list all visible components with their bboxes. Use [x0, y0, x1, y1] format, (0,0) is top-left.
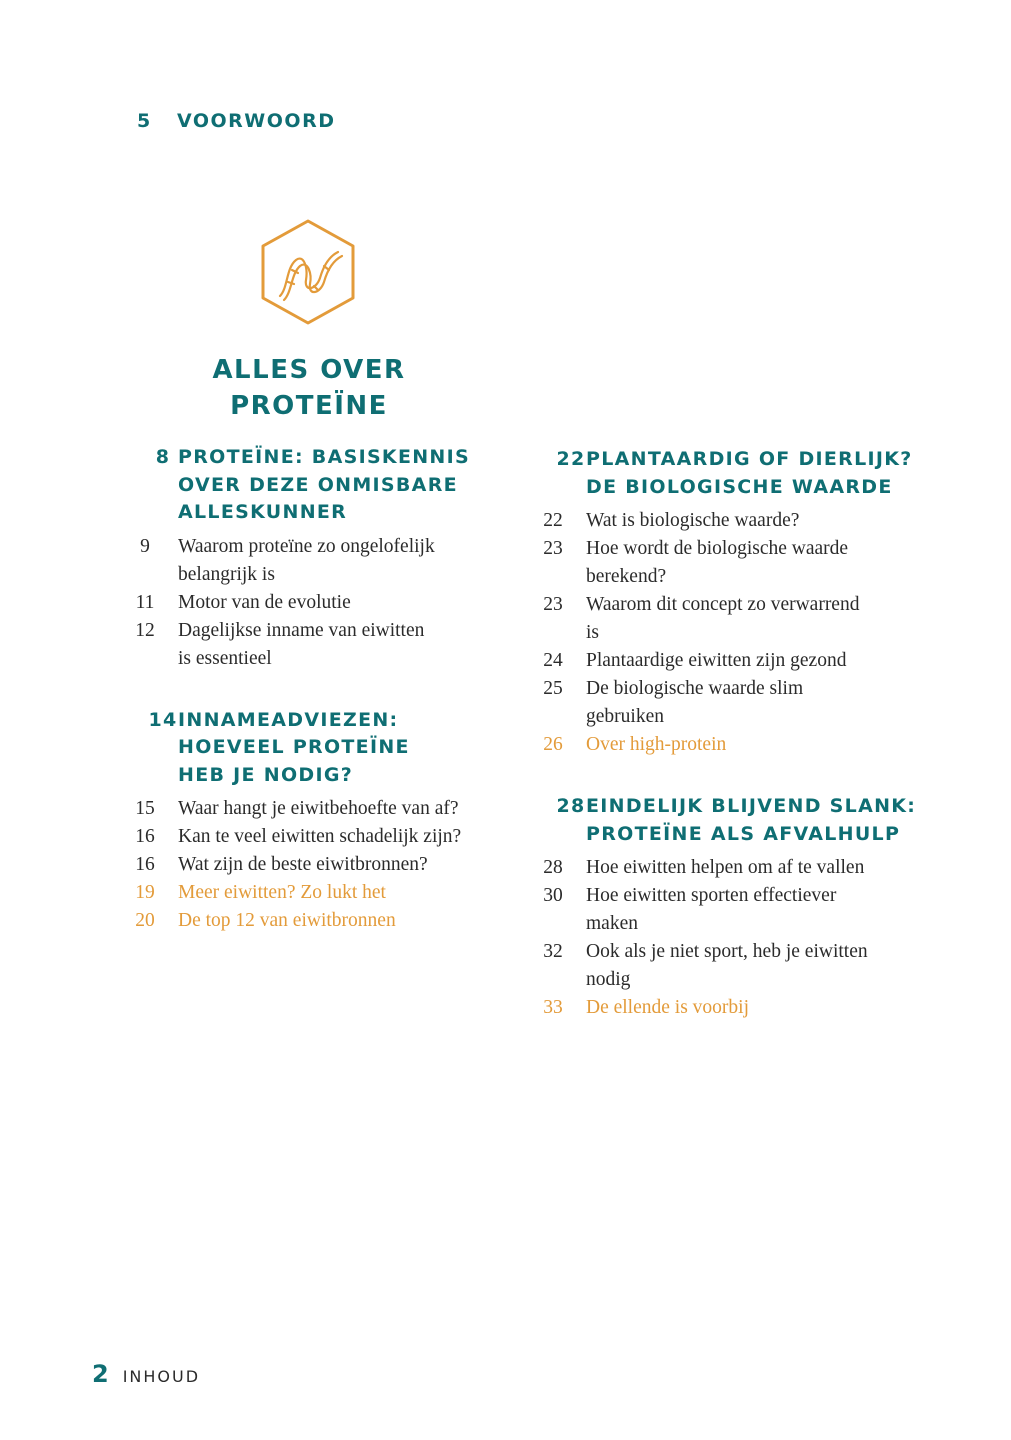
- toc-entry[interactable]: [535, 731, 925, 759]
- toc-section-title: [586, 793, 916, 848]
- toc-entry[interactable]: [535, 507, 925, 535]
- toc-entry[interactable]: [535, 994, 925, 1022]
- toc-section-heading[interactable]: [535, 446, 925, 501]
- toc-entry-title: [163, 851, 498, 879]
- toc-section-page-cell: [535, 793, 586, 848]
- toc-entry-title: [571, 854, 906, 882]
- toc-entry-title-line: maken: [586, 913, 638, 934]
- toc-entry-title-line: Wat is biologische waarde?: [586, 510, 800, 531]
- toc-entry-title: [571, 591, 906, 647]
- toc-entry[interactable]: [535, 675, 925, 731]
- dna-helix-hexagon-icon: [258, 218, 358, 326]
- toc-entry[interactable]: [535, 882, 925, 938]
- toc-section-title: [178, 444, 470, 527]
- running-head: INHOUD: [122, 1367, 201, 1386]
- toc-entry[interactable]: [127, 879, 517, 907]
- toc-section-page-cell: [535, 446, 586, 501]
- toc-entry-title: [571, 535, 906, 591]
- toc-entry[interactable]: [127, 907, 517, 935]
- toc-entry-title-line: Dagelijkse inname van eiwitten: [178, 619, 425, 641]
- toc-entry-page: 15: [135, 798, 155, 819]
- toc-section-title-line: PROTEÏNE ALS AFVALHULP: [586, 822, 901, 845]
- toc-section: [535, 793, 925, 1022]
- toc-entry-title: [163, 907, 498, 935]
- toc-entry-title: [571, 731, 906, 759]
- toc-entry-title: [163, 617, 498, 673]
- toc-entry[interactable]: [535, 535, 925, 591]
- toc-entry-title-line: nodig: [586, 969, 631, 990]
- toc-entry-title-line: is essentieel: [178, 647, 272, 669]
- toc-entry-page: 24: [543, 650, 563, 671]
- toc-section-page: 22: [556, 448, 586, 470]
- toc-entry-page: 9: [140, 535, 150, 557]
- page-footer: [92, 1360, 200, 1388]
- toc-entry-page: 20: [135, 910, 155, 931]
- toc-entry-title: [163, 533, 498, 589]
- toc-entry-page: 16: [135, 854, 155, 875]
- toc-entry-page: 32: [543, 941, 563, 962]
- toc-entry-title-line: Hoe eiwitten helpen om af te vallen: [586, 857, 865, 878]
- toc-entry-title-line: Waarom dit concept zo verwarrend: [586, 594, 860, 615]
- toc-entry-title: [571, 507, 906, 535]
- toc-entry-title: [163, 823, 498, 851]
- toc-entry-page: 33: [543, 997, 563, 1018]
- toc-section-title-line: HOEVEEL PROTEÏNE: [178, 736, 410, 758]
- toc-section-title-line: HEB JE NODIG?: [178, 763, 354, 786]
- toc-entry[interactable]: [535, 938, 925, 994]
- toc-entry-page: 16: [135, 826, 155, 847]
- toc-entry-title: [163, 879, 498, 907]
- toc-section-page: 14: [148, 708, 178, 731]
- part-title-line-2: PROTEÏNE: [230, 391, 388, 421]
- toc-entry-title-line: Hoe wordt de biologische waarde: [586, 538, 849, 559]
- toc-entry-title: [571, 994, 906, 1022]
- toc-entry-title-line: Over high-protein: [586, 734, 727, 755]
- toc-voorwoord-page: 5: [137, 110, 152, 132]
- toc-entry-title-line: belangrijk is: [178, 563, 275, 585]
- toc-section-page-cell: [127, 444, 178, 527]
- toc-entry-title-line: Wat zijn de beste eiwitbronnen?: [178, 854, 428, 875]
- toc-section-title: [586, 446, 913, 501]
- toc-entry-title-line: De ellende is voorbij: [586, 997, 749, 1018]
- toc-entry-title: [163, 589, 498, 617]
- toc-section-heading[interactable]: [127, 707, 517, 790]
- toc-voorwoord-title: VOORWOORD: [177, 110, 336, 132]
- toc-entry-title-line: Motor van de evolutie: [178, 591, 351, 613]
- toc-entry-title: [571, 882, 906, 938]
- part-title: [200, 352, 418, 424]
- toc-entry[interactable]: [127, 589, 517, 617]
- toc-entry-page: 25: [543, 678, 563, 699]
- toc-entry-title-line: Waar hangt je eiwitbehoefte van af?: [178, 798, 459, 819]
- toc-section-heading[interactable]: [535, 793, 925, 848]
- toc-entry[interactable]: [127, 795, 517, 823]
- toc-entry-title-line: gebruiken: [586, 706, 664, 727]
- toc-section-page: 28: [556, 795, 586, 817]
- toc-entry-page: 28: [543, 857, 563, 878]
- toc-section-heading[interactable]: [127, 444, 517, 527]
- toc-voorwoord[interactable]: [137, 110, 335, 132]
- toc-entry-page: 30: [543, 885, 563, 906]
- toc-entry-page: 26: [543, 734, 563, 755]
- toc-entry[interactable]: [127, 533, 517, 589]
- toc-entry[interactable]: [535, 647, 925, 675]
- toc-section-title-line: OVER DEZE ONMISBARE: [178, 473, 458, 496]
- toc-column-right: [535, 446, 925, 1056]
- toc-entry-title-line: Meer eiwitten? Zo lukt het: [178, 882, 386, 903]
- toc-section-title-line: PLANTAARDIG OF DIERLIJK?: [586, 448, 913, 470]
- toc-entry[interactable]: [127, 823, 517, 851]
- toc-entry-page: 23: [543, 538, 563, 559]
- toc-entry-page: 11: [135, 591, 155, 613]
- toc-column-left: [127, 444, 517, 969]
- toc-entry-title-line: Plantaardige eiwitten zijn gezond: [586, 650, 847, 671]
- toc-entry-title-line: Hoe eiwitten sporten effectiever: [586, 885, 837, 906]
- toc-entry-page: 23: [543, 594, 563, 615]
- toc-entry-title-line: is: [586, 622, 600, 643]
- toc-section-title-line: DE BIOLOGISCHE WAARDE: [586, 475, 893, 498]
- toc-section-title-line: ALLESKUNNER: [178, 501, 348, 523]
- toc-entry-title-line: Ook als je niet sport, heb je eiwitten: [586, 941, 868, 962]
- toc-entry-title: [571, 938, 906, 994]
- part-title-line-1: ALLES OVER: [212, 355, 406, 385]
- toc-entry-title-line: De top 12 van eiwitbronnen: [178, 910, 396, 931]
- toc-entry[interactable]: [535, 591, 925, 647]
- toc-section-title: [178, 707, 410, 790]
- toc-entry-page: 12: [135, 619, 155, 641]
- toc-entry-title: [163, 795, 498, 823]
- toc-entry-title-line: Kan te veel eiwitten schadelijk zijn?: [178, 826, 462, 847]
- toc-section-title-line: INNAMEADVIEZEN:: [178, 708, 399, 731]
- toc-entry[interactable]: [535, 854, 925, 882]
- toc-entry-page: 19: [135, 882, 155, 903]
- toc-section: [127, 707, 517, 936]
- toc-entry-title-line: Waarom proteïne zo ongelofelijk: [178, 535, 435, 557]
- toc-section: [127, 444, 517, 673]
- toc-section-title-line: PROTEÏNE: BASISKENNIS: [178, 446, 470, 468]
- toc-entry-page: 22: [543, 510, 563, 531]
- toc-entry-title-line: berekend?: [586, 566, 667, 587]
- toc-entry-title: [571, 675, 906, 731]
- toc-section-title-line: EINDELIJK BLIJVEND SLANK:: [586, 795, 917, 817]
- toc-section-page-cell: [127, 707, 178, 790]
- toc-entry[interactable]: [127, 617, 517, 673]
- toc-section: [535, 446, 925, 759]
- toc-entry[interactable]: [127, 851, 517, 879]
- toc-entry-title-line: De biologische waarde slim: [586, 678, 804, 699]
- toc-entry-title: [571, 647, 906, 675]
- toc-section-page: 8: [155, 446, 171, 468]
- page-number: 2: [92, 1360, 109, 1388]
